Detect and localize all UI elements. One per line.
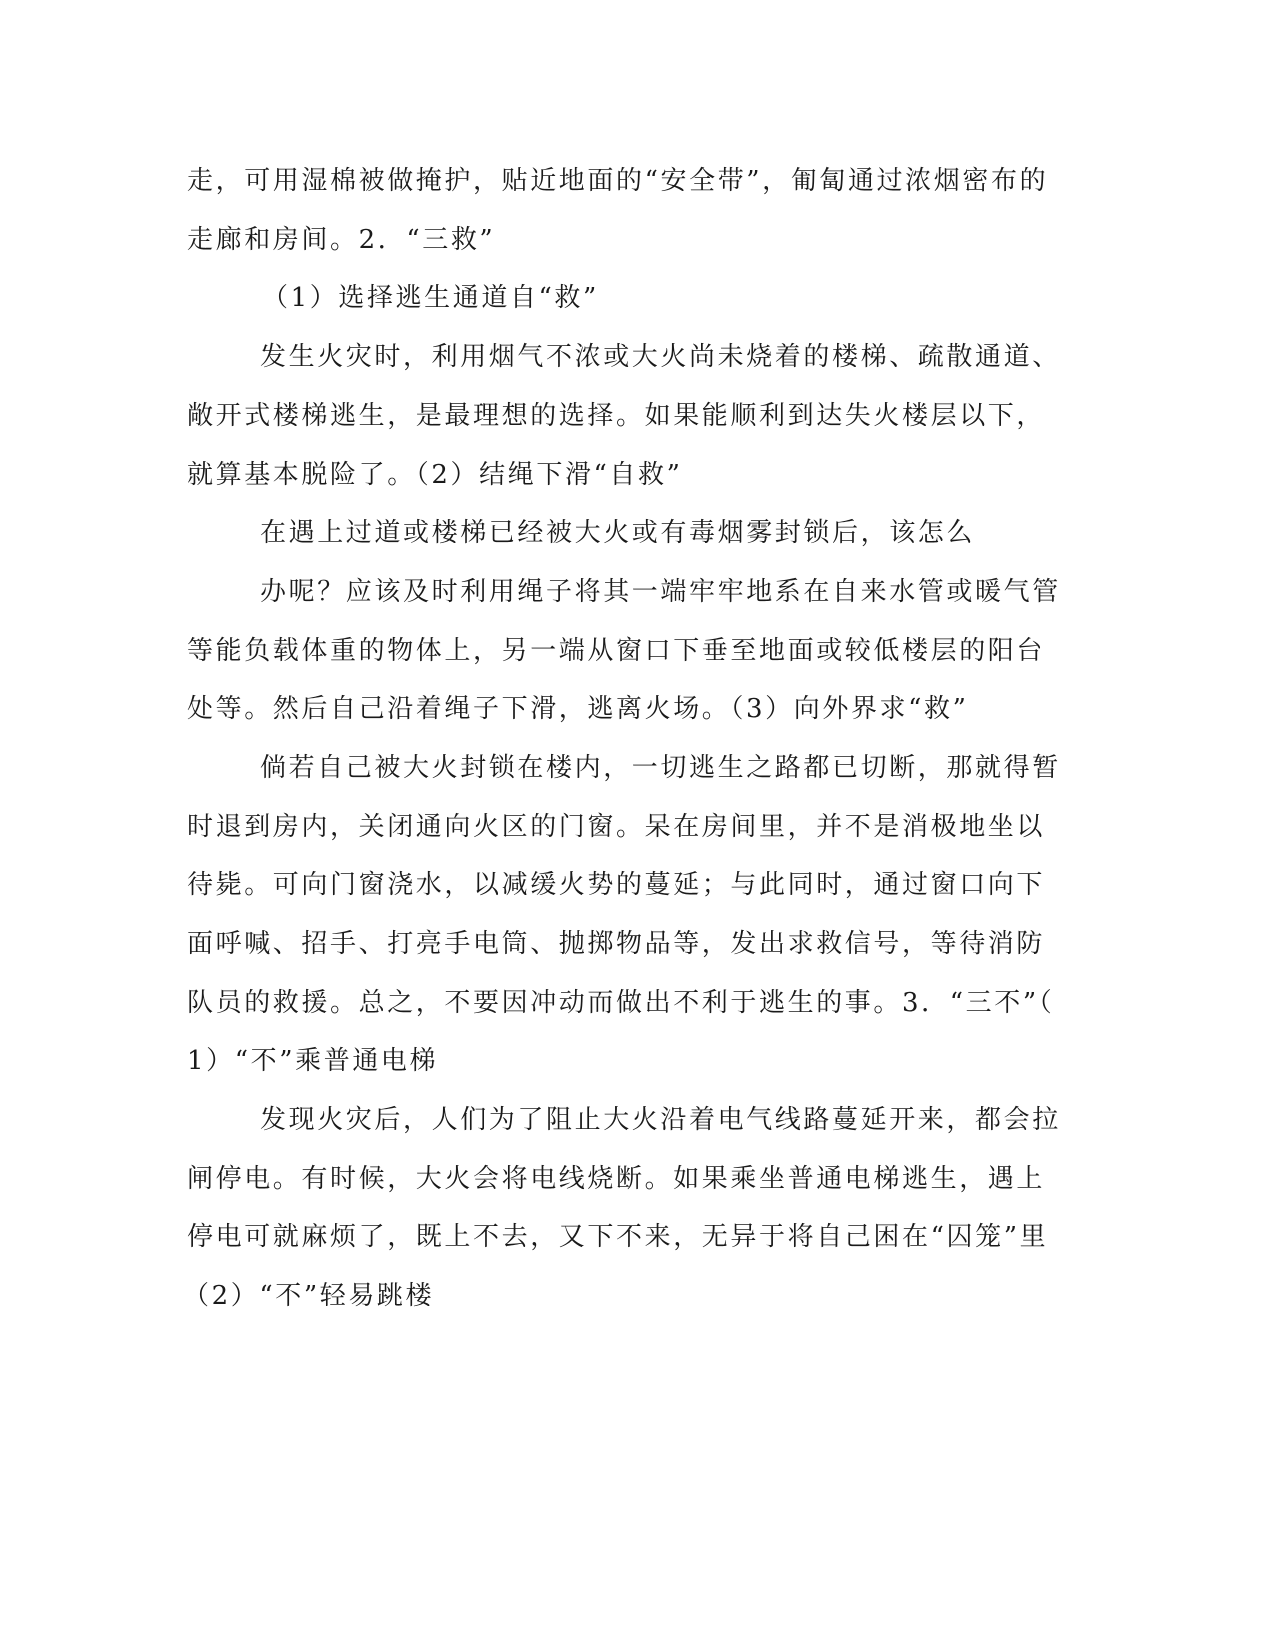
text-line: 发生火灾时，利用烟气不浓或大火尚未烧着的楼梯、疏散通道、: [260, 342, 1061, 372]
text-line: 办呢？应该及时利用绳子将其一端牢牢地系在自来水管或暖气管: [260, 577, 1061, 607]
text-line: 时退到房内，关闭通向火区的门窗。呆在房间里，并不是消极地坐以: [187, 812, 1046, 842]
text-line: 发现火灾后，人们为了阻止大火沿着电气线路蔓延开来，都会拉: [260, 1105, 1061, 1135]
text-line: 队员的救援。总之，不要因冲动而做出不利于逃生的事。3．“三不”（: [187, 988, 1055, 1018]
text-line: 处等。然后自己沿着绳子下滑，逃离火场。（3）向外界求“救”: [187, 694, 969, 724]
text-line: 走廊和房间。2．“三救”: [187, 225, 496, 255]
section-heading: （2）“不”轻易跳楼: [183, 1281, 435, 1311]
text-line: 停电可就麻烦了，既上不去，又下不来，无异于将自己困在“囚笼”里: [187, 1222, 1049, 1252]
text-line: 1）“不”乘普通电梯: [187, 1046, 439, 1076]
text-line: 倘若自己被大火封锁在楼内，一切逃生之路都已切断，那就得暂: [260, 753, 1061, 783]
section-heading: （1）选择逃生通道自“救”: [262, 283, 599, 313]
text-line: 闸停电。有时候，大火会将电线烧断。如果乘坐普通电梯逃生，遇上: [187, 1164, 1046, 1194]
text-line: 面呼喊、招手、打亮手电筒、抛掷物品等，发出求救信号，等待消防: [187, 929, 1046, 959]
text-line: 在遇上过道或楼梯已经被大火或有毒烟雾封锁后，该怎么: [260, 518, 976, 548]
text-line: 等能负载体重的物体上，另一端从窗口下垂至地面或较低楼层的阳台: [187, 636, 1046, 666]
text-line: 敞开式楼梯逃生，是最理想的选择。如果能顺利到达失火楼层以下，: [187, 401, 1046, 431]
text-line: 待毙。可向门窗浇水，以减缓火势的蔓延；与此同时，通过窗口向下: [187, 870, 1046, 900]
text-line: 就算基本脱险了。（2）结绳下滑“自救”: [187, 460, 683, 490]
text-line: 走，可用湿棉被做掩护，贴近地面的“安全带”，匍匐通过浓烟密布的: [187, 166, 1049, 196]
